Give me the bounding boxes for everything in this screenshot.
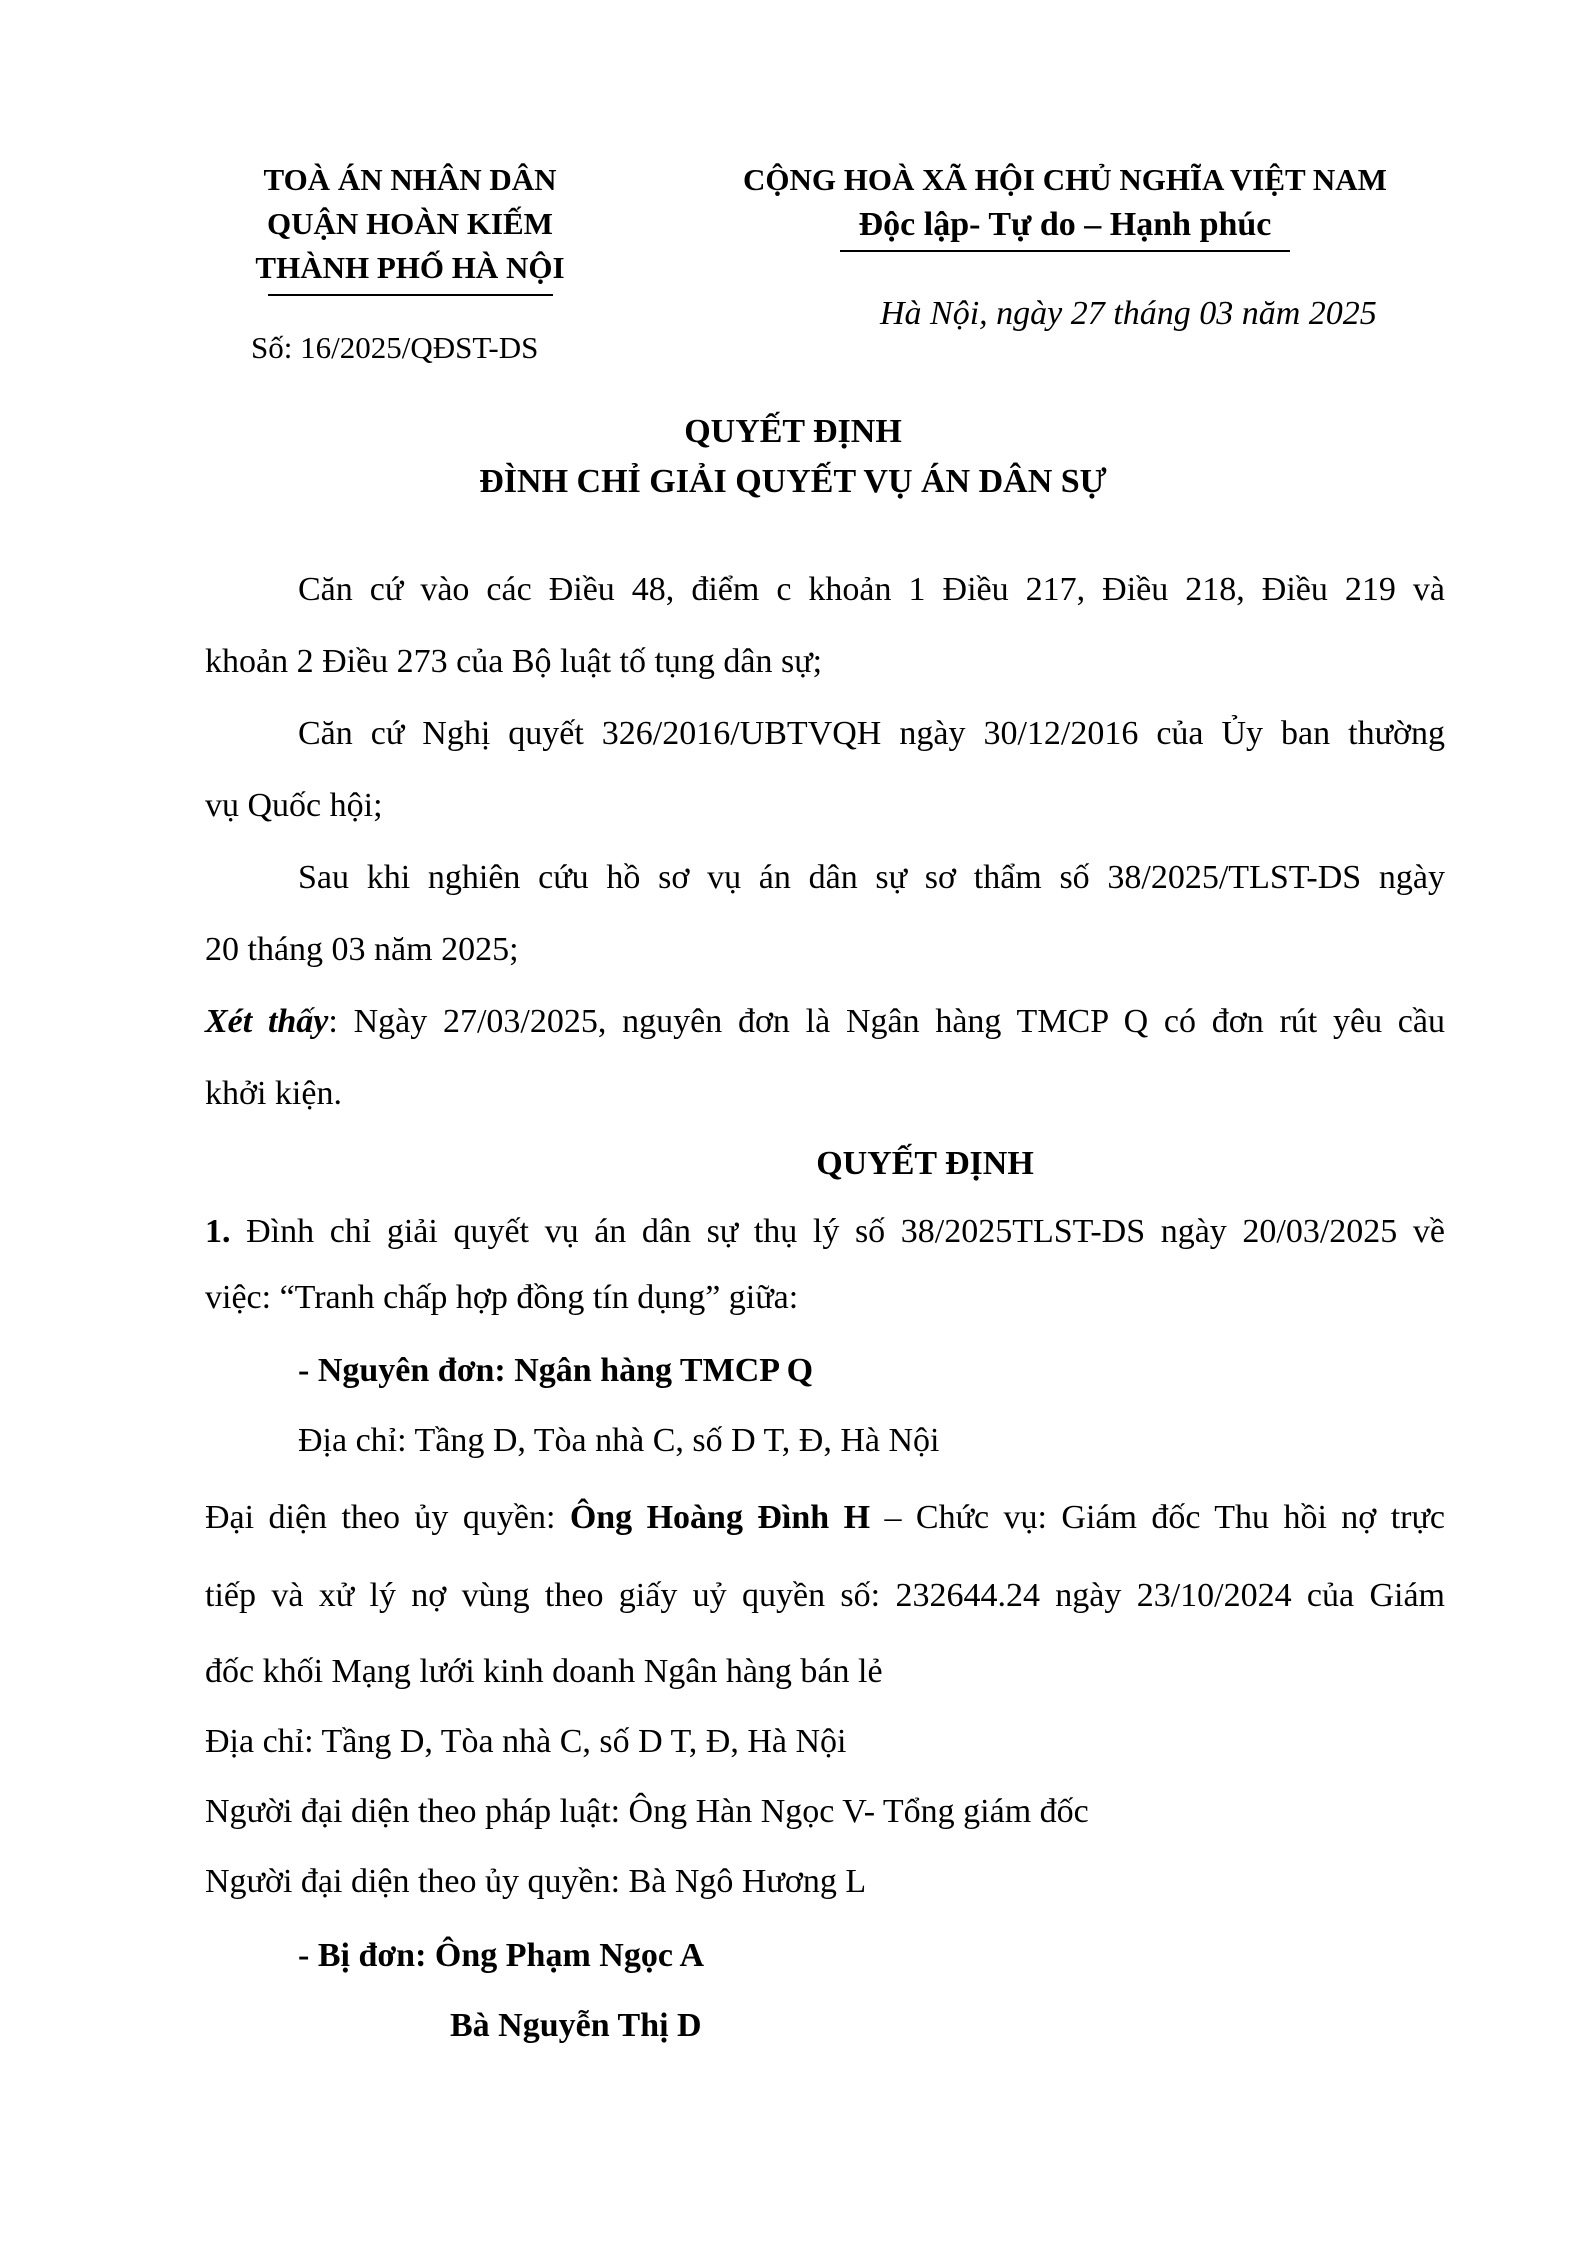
court-header: [210, 158, 610, 296]
plaintiff-label: - Nguyên đơn: Ngân hàng TMCP Q: [298, 1352, 814, 1389]
authorized-representative: Người đại diện theo ủy quyền: Bà Ngô Hương L: [205, 1863, 867, 1900]
representative-prefix: Đại diện theo ủy quyền:: [205, 1499, 570, 1536]
considering-text: : Ngày 27/03/2025, nguyên đơn là Ngân hàng TMCP Q có đơn rút yêu cầu: [328, 1003, 1445, 1040]
representative-address: Địa chỉ: Tầng D, Tòa nhà C, số D T, Đ, Hà Nội: [205, 1723, 847, 1760]
defendant-second: Bà Nguyễn Thị D: [450, 2007, 702, 2044]
decision-item1-line2: việc: “Tranh chấp hợp đồng tín dụng” giữa:: [205, 1279, 799, 1316]
document-title: QUYẾT ĐỊNH: [684, 413, 902, 450]
issue-date: Hà Nội, ngày 27 tháng 03 năm 2025: [880, 295, 1377, 332]
decision-item1-number: 1.: [205, 1213, 231, 1250]
legal-representative: Người đại diện theo pháp luật: Ông Hàn Ngọc V- Tổng giám đốc: [205, 1793, 1089, 1830]
document-subtitle: ĐÌNH CHỈ GIẢI QUYẾT VỤ ÁN DÂN SỰ: [479, 463, 1107, 500]
considering-line2: khởi kiện.: [205, 1075, 342, 1112]
republic-name: CỘNG HOÀ XÃ HỘI CHỦ NGHĨA VIỆT NAM: [743, 162, 1387, 197]
decision-item1-text: Đình chỉ giải quyết vụ án dân sự thụ lý số 38/2025TLST-DS ngày 20/03/2025 về: [230, 1213, 1445, 1250]
decision-number: Số: 16/2025/QĐST-DS: [251, 330, 539, 365]
representative-line2: tiếp và xử lý nợ vùng theo giấy uỷ quyền số: 232644.24 ngày 23/10/2024 của Giám: [205, 1577, 1445, 1614]
basis-p1-line1: Căn cứ vào các Điều 48, điểm c khoản 1 Điều 217, Điều 218, Điều 219 và: [298, 571, 1445, 608]
motto-rule: [840, 250, 1290, 252]
defendant-label: - Bị đơn: Ông Phạm Ngọc A: [298, 1937, 705, 1974]
national-motto: Độc lập- Tự do – Hạnh phúc: [858, 206, 1272, 243]
basis-p3-line1: Sau khi nghiên cứu hồ sơ vụ án dân sự sơ thẩm số 38/2025/TLST-DS ngày: [298, 859, 1445, 896]
court-header-rule: [268, 294, 553, 296]
considering-label: Xét thấy: [205, 1003, 329, 1040]
decision-heading: QUYẾT ĐỊNH: [816, 1145, 1034, 1182]
basis-p2-line2: vụ Quốc hội;: [205, 787, 383, 824]
representative-suffix: – Chức vụ: Giám đốc Thu hồi nợ trực: [870, 1499, 1445, 1536]
basis-p2-line1: Căn cứ Nghị quyết 326/2016/UBTVQH ngày 30/12/2016 của Ủy ban thường: [298, 715, 1445, 752]
representative-name: Ông Hoàng Đình H: [569, 1499, 871, 1536]
republic-header: [700, 158, 1430, 252]
basis-p1-line2: khoản 2 Điều 273 của Bộ luật tố tụng dân sự;: [205, 643, 823, 680]
basis-p3-line2: 20 tháng 03 năm 2025;: [205, 931, 519, 968]
plaintiff-address: Địa chỉ: Tầng D, Tòa nhà C, số D T, Đ, Hà Nội: [298, 1422, 940, 1459]
decision-item1-line1: [205, 1213, 1445, 1251]
court-name-line1: TOÀ ÁN NHÂN DÂN: [263, 162, 557, 197]
court-name-line2: QUẬN HOÀN KIẾM: [267, 206, 553, 241]
court-name-line3: THÀNH PHỐ HÀ NỘI: [255, 250, 565, 285]
representative-line1: [205, 1499, 1445, 1537]
representative-line3: đốc khối Mạng lưới kinh doanh Ngân hàng bán lẻ: [205, 1653, 883, 1690]
considering-line1: [205, 1003, 1445, 1041]
